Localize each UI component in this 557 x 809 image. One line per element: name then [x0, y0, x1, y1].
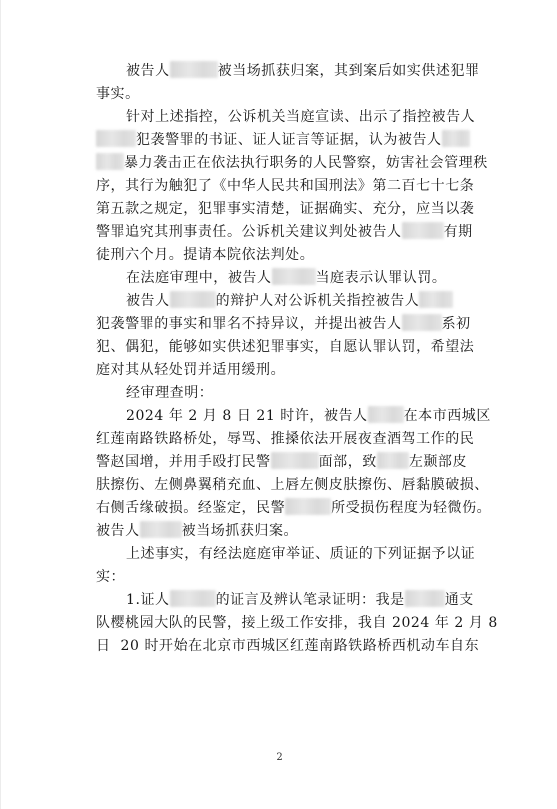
text-segment: 第五款之规定，犯罪事实清楚，证据确实、充分，应当以袭 [96, 201, 475, 217]
redacted-name [285, 498, 331, 515]
text-segment: 徒刑六个月。提请本院依法判处。 [96, 247, 315, 263]
text-line [96, 474, 491, 497]
redacted-name [96, 130, 136, 147]
text-segment: 被当场抓获归案，其到案后如实供述犯罪 [217, 63, 480, 79]
text-segment: 犯、偶犯，能够如实供述犯罪事实，自愿认罪认罚，希望法 [96, 339, 475, 355]
text-segment: 日 20 时开始在北京市西城区红莲南路铁路桥西机动车自东 [96, 638, 480, 654]
text-segment: 当庭表示认罪认罚。 [315, 270, 447, 286]
text-line [96, 290, 491, 313]
text-segment: 警赵国增，并用手殴打民警 [96, 454, 271, 470]
text-line [96, 336, 491, 359]
page-number: 2 [276, 752, 283, 763]
text-line [96, 313, 491, 336]
text-segment: 被告人 [126, 293, 170, 309]
text-line [96, 520, 491, 543]
text-segment: 的辩护人对公诉机关指控被告人 [215, 293, 420, 309]
text-segment: 1.证人 [126, 592, 170, 608]
judgment-body-text [96, 60, 498, 658]
text-line [96, 566, 491, 589]
text-segment: 被当场抓获归案。 [181, 523, 299, 539]
redacted-name [368, 406, 404, 423]
text-segment: 暴力袭击正在依法执行职务的人民警察，妨害社会管理秩 [124, 155, 488, 171]
text-segment: 经审理查明： [126, 385, 214, 401]
text-line [96, 612, 498, 635]
text-line [96, 497, 491, 520]
text-segment: 在法庭审理中，被告人 [126, 270, 272, 286]
text-line [96, 635, 491, 658]
text-segment: 右侧舌缘破损。经鉴定，民警 [96, 500, 286, 516]
text-segment: 通支 [444, 592, 474, 608]
text-line [96, 382, 491, 405]
text-segment: 针对上述指控，公诉机关当庭宣读、出示了指控被告人 [126, 109, 476, 125]
text-line [96, 60, 491, 83]
redacted-name [419, 291, 453, 308]
redacted-name [170, 590, 216, 607]
text-line [96, 451, 491, 474]
text-line [96, 106, 491, 129]
text-segment: 系初 [441, 316, 471, 332]
text-line [96, 589, 491, 612]
text-segment: 事实。 [96, 86, 140, 102]
text-segment: 上述事实，有经法庭庭审举证、质证的下列证据予以证 [126, 546, 476, 562]
text-line [96, 175, 491, 198]
text-line [96, 129, 491, 152]
text-segment: 面部，致 [318, 454, 377, 470]
text-line [96, 221, 491, 244]
text-segment: 所受损伤程度为轻微伤。 [331, 500, 492, 516]
text-segment: 被告人 [96, 523, 140, 539]
redacted-name [272, 268, 316, 285]
text-segment: 有期 [443, 224, 473, 240]
text-line [96, 152, 491, 175]
text-segment: 红莲南路铁路桥处，辱骂、推搡依法开展夜查酒驾工作的民 [96, 431, 475, 447]
text-segment: 犯袭警罪的书证、证人证言等证据，认为被告人 [136, 132, 442, 148]
redacted-name [405, 590, 445, 607]
text-segment: 犯袭警罪的事实和罪名不持异议，并提出被告人 [96, 316, 402, 332]
text-segment: 肤擦伤、左侧鼻翼稍充血、上唇左侧皮肤擦伤、唇黏膜破损、 [96, 477, 489, 493]
text-line [96, 405, 491, 428]
text-line [96, 198, 491, 221]
text-segment: 实： [96, 569, 126, 585]
text-line [96, 428, 491, 451]
redacted-name [402, 314, 442, 331]
text-segment: 2024 年 2 月 8 日 21 时许，被告人 [126, 408, 368, 424]
redacted-name [377, 452, 409, 469]
text-segment: 左颞部皮 [408, 454, 468, 470]
text-line [96, 244, 491, 267]
redacted-name [442, 130, 470, 147]
redacted-name [402, 222, 444, 239]
text-line [96, 543, 491, 566]
redacted-name [140, 521, 182, 538]
redacted-name [271, 452, 319, 469]
text-segment: 被告人 [126, 63, 170, 79]
text-segment: 庭对其从轻处罚并适用缓刑。 [96, 362, 286, 378]
text-segment: 的证言及辨认笔录证明：我是 [215, 592, 405, 608]
text-line [96, 359, 491, 382]
text-line [96, 83, 491, 106]
redacted-name [96, 153, 124, 170]
redacted-name [170, 61, 218, 78]
text-segment: 在本市西城区 [403, 408, 491, 424]
redacted-name [170, 291, 216, 308]
text-segment: 队樱桃园大队的民警，接上级工作安排，我自 2024 年 2 月 8 [96, 615, 498, 631]
text-segment: 警罪追究其刑事责任。公诉机关建议判处被告人 [96, 224, 402, 240]
text-segment: 序，其行为触犯了《中华人民共和国刑法》第二百七十七条 [96, 178, 475, 194]
text-line [96, 267, 491, 290]
